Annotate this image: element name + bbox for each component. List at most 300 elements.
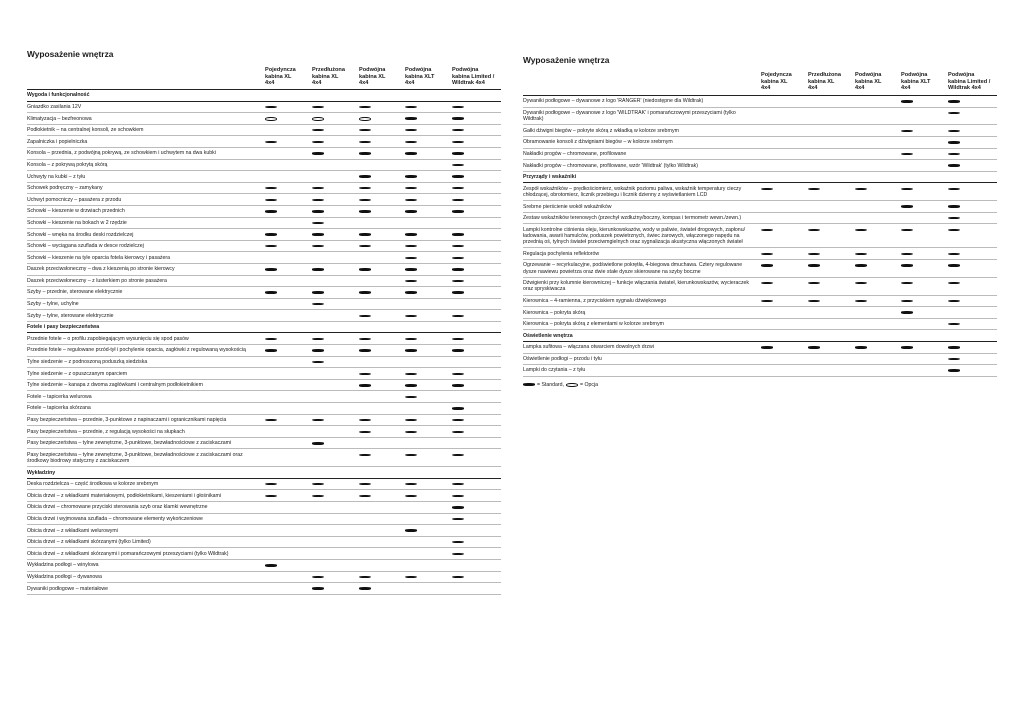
standard-mark-icon	[359, 194, 373, 205]
table-row	[27, 287, 501, 299]
table-row	[27, 479, 501, 491]
row-label: Wykładzina podłogi – winylowa	[27, 562, 99, 569]
standard-mark-icon	[948, 213, 962, 224]
column-headers	[523, 72, 997, 91]
standard-mark-icon	[312, 438, 326, 449]
standard-mark-icon	[452, 380, 466, 391]
standard-mark-icon	[359, 241, 373, 252]
standard-mark-icon	[452, 102, 466, 113]
table-row	[523, 278, 997, 296]
row-label: Przednie fotele – o profilu zapobiegającym wysunięciu się spod pasów	[27, 335, 189, 342]
table-row	[523, 365, 997, 377]
standard-mark-icon	[808, 296, 822, 307]
standard-mark-icon	[312, 333, 326, 344]
table-row	[27, 368, 501, 380]
standard-mark-icon	[359, 183, 373, 194]
standard-mark-icon	[523, 383, 535, 385]
table-row	[27, 583, 501, 595]
standard-mark-icon	[312, 229, 326, 240]
standard-mark-icon	[808, 260, 822, 271]
standard-mark-icon	[265, 264, 279, 275]
table-row	[523, 160, 997, 172]
standard-mark-icon	[452, 160, 466, 171]
row-label: Obicia drzwi – z wkładkami skórzanymi (tylko Limited)	[27, 539, 151, 546]
standard-mark-icon	[452, 206, 466, 217]
standard-mark-icon	[265, 102, 279, 113]
row-label: Obicia drzwi – z wkładkami materiałowymi, podłokietnikami, kieszeniami i głośnikami	[27, 492, 222, 499]
standard-mark-icon	[948, 260, 962, 271]
row-label: Schowki – kieszenie na bokach w 2 rzędzie	[27, 219, 127, 226]
table-row	[27, 572, 501, 584]
option-mark-icon	[566, 383, 578, 387]
standard-mark-icon	[405, 572, 419, 583]
row-label: Podłokietnik – na centralnej konsoli, ze schowkiem	[27, 127, 144, 134]
standard-mark-icon	[359, 380, 373, 391]
table-row	[27, 537, 501, 549]
standard-mark-icon	[312, 183, 326, 194]
table-row	[27, 449, 501, 467]
standard-mark-icon	[855, 260, 869, 271]
standard-mark-icon	[312, 345, 326, 356]
section-header	[523, 172, 997, 184]
standard-mark-icon	[312, 479, 326, 490]
standard-mark-icon	[265, 415, 279, 426]
table-row	[27, 264, 501, 276]
row-label: Srebrne pierścienie wokół wskaźników	[523, 203, 612, 210]
table-row	[27, 560, 501, 572]
row-label: Daszek przeciwsłoneczny – z lusterkiem po stronie pasażera	[27, 277, 167, 284]
standard-mark-icon	[452, 113, 466, 124]
standard-mark-icon	[405, 310, 419, 321]
standard-mark-icon	[452, 125, 466, 136]
row-label: Konsola – przednia, z podwójną pokrywą, ze schowkiem i uchwytem na dwa kubki	[27, 150, 216, 157]
table-row	[523, 260, 997, 278]
standard-mark-icon	[405, 380, 419, 391]
column-header: Podwójna kabina XL 4x4	[359, 67, 386, 87]
standard-mark-icon	[808, 278, 822, 289]
standard-mark-icon	[948, 183, 962, 194]
spec-rows	[523, 95, 997, 377]
row-label: Wykładziny	[27, 469, 56, 476]
standard-mark-icon	[452, 345, 466, 356]
standard-mark-icon	[452, 502, 466, 513]
row-label: Uchwyt pomocniczy – pasażera z przodu	[27, 196, 122, 203]
row-label: Uchwyty na kubki – z tyłu	[27, 173, 86, 180]
standard-mark-icon	[312, 490, 326, 501]
row-label: Fotele i pasy bezpieczeństwa	[27, 324, 100, 331]
table-row	[27, 357, 501, 369]
table-row	[27, 276, 501, 288]
row-label: Konsola – z pokrywą pokrytą skórą	[27, 161, 108, 168]
standard-mark-icon	[948, 319, 962, 330]
standard-mark-icon	[761, 248, 775, 259]
table-row	[27, 160, 501, 172]
standard-mark-icon	[761, 224, 775, 235]
standard-mark-icon	[405, 490, 419, 501]
legend-standard: = Standard,	[537, 382, 564, 388]
standard-mark-icon	[312, 125, 326, 136]
standard-mark-icon	[312, 241, 326, 252]
standard-mark-icon	[855, 183, 869, 194]
standard-mark-icon	[761, 260, 775, 271]
standard-mark-icon	[312, 194, 326, 205]
table-row	[523, 96, 997, 108]
table-row	[27, 148, 501, 160]
standard-mark-icon	[359, 102, 373, 113]
standard-mark-icon	[265, 345, 279, 356]
standard-mark-icon	[761, 296, 775, 307]
standard-mark-icon	[855, 296, 869, 307]
table-row	[27, 380, 501, 392]
standard-mark-icon	[452, 183, 466, 194]
standard-mark-icon	[948, 278, 962, 289]
standard-mark-icon	[405, 136, 419, 147]
standard-mark-icon	[901, 183, 915, 194]
row-label: Oświetlenie wnętrza	[523, 332, 573, 339]
row-label: Pasy bezpieczeństwa – tylne zewnętrzne, 3-punktowe, bezwładnościowe z zaciskaczami oraz środkowy biodrowy statyczny z zaciskaczem	[27, 451, 243, 464]
standard-mark-icon	[452, 403, 466, 414]
row-label: Szyby – tylne, sterowane elektrycznie	[27, 312, 114, 319]
standard-mark-icon	[452, 310, 466, 321]
standard-mark-icon	[405, 426, 419, 437]
standard-mark-icon	[405, 415, 419, 426]
row-label: Obicia drzwi – z wkładkami welurowymi	[27, 527, 118, 534]
standard-mark-icon	[452, 148, 466, 159]
row-label: Zespół wskaźników – prędkościomierz, wskaźnik poziomu paliwa, wskaźnik temperatury cieczy chłodzącej, obrotomierz, licznik przebiegu i licznik dzienny z wyświetlaniem LCD	[523, 185, 742, 198]
row-label: Fotele – tapicerka skórzana	[27, 405, 91, 412]
standard-mark-icon	[405, 479, 419, 490]
standard-mark-icon	[808, 342, 822, 353]
table-row	[523, 248, 997, 260]
standard-mark-icon	[808, 183, 822, 194]
standard-mark-icon	[405, 125, 419, 136]
option-mark-icon	[359, 113, 373, 124]
row-label: Dywaniki podłogowe – dywanowe z logo 'RANGER' (niedostępne dla Wildtrak)	[523, 98, 704, 105]
standard-mark-icon	[312, 287, 326, 298]
row-label: Wygoda i funkcjonalność	[27, 92, 90, 99]
standard-mark-icon	[405, 194, 419, 205]
column-header: Przedłużona kabina XL 4x4	[808, 72, 841, 92]
column-header: Podwójna kabina XLT 4x4	[405, 67, 435, 87]
standard-mark-icon	[265, 333, 279, 344]
standard-mark-icon	[265, 479, 279, 490]
standard-mark-icon	[405, 525, 419, 536]
standard-mark-icon	[901, 201, 915, 212]
standard-mark-icon	[452, 537, 466, 548]
standard-mark-icon	[312, 102, 326, 113]
table-row	[523, 319, 997, 331]
table-row	[523, 354, 997, 366]
table-row	[27, 310, 501, 322]
standard-mark-icon	[359, 490, 373, 501]
table-row	[523, 296, 997, 308]
table-row	[27, 403, 501, 415]
standard-mark-icon	[265, 229, 279, 240]
standard-mark-icon	[452, 276, 466, 287]
standard-mark-icon	[948, 149, 962, 160]
standard-mark-icon	[901, 278, 915, 289]
row-label: Tylne siedzenie – kanapa z dwoma zagłówkami i centralnym podłokietnikiem	[27, 382, 203, 389]
legend-option: = Opcja	[579, 382, 598, 388]
standard-mark-icon	[312, 218, 326, 229]
table-row	[27, 525, 501, 537]
standard-mark-icon	[312, 583, 326, 594]
row-label: Fotele – tapicerka welurowa	[27, 393, 92, 400]
table-row	[27, 241, 501, 253]
standard-mark-icon	[761, 278, 775, 289]
standard-mark-icon	[359, 206, 373, 217]
standard-mark-icon	[452, 514, 466, 525]
standard-mark-icon	[452, 136, 466, 147]
standard-mark-icon	[901, 260, 915, 271]
row-label: Przyrządy i wskaźniki	[523, 174, 577, 181]
row-label: Nakładki progów – chromowane, profilowane, wzór 'Wildtrak' (tylko Wildtrak)	[523, 162, 698, 169]
standard-mark-icon	[901, 149, 915, 160]
table-row	[27, 218, 501, 230]
standard-mark-icon	[359, 171, 373, 182]
standard-mark-icon	[359, 345, 373, 356]
standard-mark-icon	[761, 183, 775, 194]
standard-mark-icon	[359, 264, 373, 275]
row-label: Szyby – tylne, uchylne	[27, 301, 79, 308]
row-label: Tylne siedzenie – z podnoszoną poduszką siedziska	[27, 359, 148, 366]
spec-rows	[27, 89, 501, 595]
standard-mark-icon	[312, 299, 326, 310]
standard-mark-icon	[312, 148, 326, 159]
standard-mark-icon	[405, 252, 419, 263]
row-label: Lampki do czytania – z tyłu	[523, 367, 586, 374]
standard-mark-icon	[359, 333, 373, 344]
standard-mark-icon	[452, 287, 466, 298]
standard-mark-icon	[265, 241, 279, 252]
standard-mark-icon	[312, 415, 326, 426]
table-row	[27, 252, 501, 264]
column-header: Podwójna kabina XLT 4x4	[901, 72, 931, 92]
standard-mark-icon	[359, 229, 373, 240]
table-row	[27, 391, 501, 403]
standard-mark-icon	[452, 572, 466, 583]
table-row	[523, 224, 997, 248]
standard-mark-icon	[265, 287, 279, 298]
standard-mark-icon	[452, 229, 466, 240]
table-row	[523, 108, 997, 126]
table-row	[523, 213, 997, 225]
row-label: Pasy bezpieczeństwa – tylne zewnętrzne, 3-punktowe, bezwładnościowe z zaciskaczami	[27, 440, 232, 447]
column-headers	[27, 67, 501, 86]
table-row	[27, 113, 501, 125]
standard-mark-icon	[948, 354, 962, 365]
page-title: Wyposażenie wnętrza	[27, 49, 114, 59]
standard-mark-icon	[901, 342, 915, 353]
row-label: Szyby – przednie, sterowane elektrycznie	[27, 289, 123, 296]
table-row	[27, 125, 501, 137]
row-label: Wykładzina podłogi – dywanowa	[27, 573, 102, 580]
row-label: Oświetlenie podłogi – przodu i tyłu	[523, 355, 602, 362]
table-row	[27, 438, 501, 450]
table-row	[27, 136, 501, 148]
standard-mark-icon	[452, 252, 466, 263]
row-label: Schowki – kieszenie na tyle oparcia fotela kierowcy i pasażera	[27, 254, 171, 261]
table-row	[27, 415, 501, 427]
standard-mark-icon	[405, 241, 419, 252]
table-row	[523, 183, 997, 201]
standard-mark-icon	[948, 125, 962, 136]
standard-mark-icon	[452, 194, 466, 205]
row-label: Schowki – kieszenie w drzwiach przednich	[27, 208, 125, 215]
standard-mark-icon	[452, 426, 466, 437]
standard-mark-icon	[452, 333, 466, 344]
standard-mark-icon	[948, 201, 962, 212]
table-row	[523, 342, 997, 354]
standard-mark-icon	[359, 415, 373, 426]
standard-mark-icon	[452, 368, 466, 379]
table-row	[27, 102, 501, 114]
table-row	[27, 171, 501, 183]
standard-mark-icon	[359, 287, 373, 298]
row-label: Zestaw wskaźników terenowych (przechył wzdłużny/boczny, kompas i termometr wewn./zewn.)	[523, 215, 742, 222]
standard-mark-icon	[359, 426, 373, 437]
standard-mark-icon	[359, 125, 373, 136]
table-row	[27, 548, 501, 560]
standard-mark-icon	[452, 241, 466, 252]
table-row	[27, 490, 501, 502]
standard-mark-icon	[312, 572, 326, 583]
standard-mark-icon	[452, 490, 466, 501]
section-header	[27, 322, 501, 334]
row-label: Nakładki progów – chromowane, profilowane	[523, 150, 627, 157]
row-label: Deska rozdzielcza – część środkowa w kolorze srebrnym	[27, 481, 159, 488]
row-label: Gałki dźwigni biegów – pokryte skórą z wkładką w kolorze srebrnym	[523, 127, 679, 134]
row-label: Kierownica – 4-ramienna, z przyciskiem sygnału dźwiękowego	[523, 297, 667, 304]
table-row	[27, 194, 501, 206]
column-header: Pojedyncza kabina XL 4x4	[265, 67, 296, 87]
standard-mark-icon	[405, 333, 419, 344]
row-label: Kierownica – pokryta skórą z elementami w kolorze srebrnym	[523, 321, 664, 328]
table-row	[27, 299, 501, 311]
standard-mark-icon	[452, 415, 466, 426]
standard-mark-icon	[405, 113, 419, 124]
row-label: Klimatyzacja – bezfreonowa	[27, 115, 92, 122]
row-label: Pasy bezpieczeństwa – przednie, z regulacją wysokości na słupkach	[27, 428, 185, 435]
row-label: Obramowanie konsoli z dźwigniami biegów – w kolorze srebrnym	[523, 139, 673, 146]
row-label: Gniazdko zasilania 12V	[27, 103, 82, 110]
standard-mark-icon	[405, 449, 419, 460]
table-row	[523, 149, 997, 161]
standard-mark-icon	[312, 206, 326, 217]
standard-mark-icon	[312, 136, 326, 147]
page-title: Wyposażenie wnętrza	[523, 55, 610, 65]
standard-mark-icon	[405, 276, 419, 287]
row-label: Schowki – wyciągana szuflada w desce rodzielczej	[27, 243, 144, 250]
standard-mark-icon	[452, 449, 466, 460]
standard-mark-icon	[265, 206, 279, 217]
standard-mark-icon	[405, 229, 419, 240]
row-label: Przednie fotele – regulowane przód-tył i pochylenie oparcia, zagłówki z regulowaną wysokością	[27, 347, 246, 354]
legend	[523, 382, 598, 388]
row-label: Dywaniki podłogowe – materiałowe	[27, 585, 109, 592]
table-row	[523, 307, 997, 319]
column-header: Podwójna kabina Limited / Wildtrak 4x4	[452, 67, 495, 87]
section-header	[523, 330, 997, 342]
standard-mark-icon	[265, 560, 279, 571]
column-header: Pojedyncza kabina XL 4x4	[761, 72, 792, 92]
standard-mark-icon	[405, 368, 419, 379]
standard-mark-icon	[808, 224, 822, 235]
row-label: Schowki – wnęka na środku deski rozdzielczej	[27, 231, 134, 238]
table-row	[27, 426, 501, 438]
standard-mark-icon	[855, 248, 869, 259]
column-header: Przedłużona kabina XL 4x4	[312, 67, 345, 87]
standard-mark-icon	[359, 572, 373, 583]
standard-mark-icon	[405, 287, 419, 298]
option-mark-icon	[265, 113, 279, 124]
section-header	[27, 90, 501, 102]
standard-mark-icon	[359, 449, 373, 460]
standard-mark-icon	[948, 137, 962, 148]
standard-mark-icon	[265, 183, 279, 194]
standard-mark-icon	[265, 194, 279, 205]
standard-mark-icon	[948, 96, 962, 107]
standard-mark-icon	[405, 391, 419, 402]
table-row	[27, 206, 501, 218]
standard-mark-icon	[901, 307, 915, 318]
standard-mark-icon	[761, 342, 775, 353]
standard-mark-icon	[359, 583, 373, 594]
standard-mark-icon	[452, 479, 466, 490]
standard-mark-icon	[452, 171, 466, 182]
standard-mark-icon	[948, 108, 962, 119]
standard-mark-icon	[901, 125, 915, 136]
row-label: Dywaniki podłogowe – dywanowe z logo 'WILDTRAK' i pomarańczowymi przeszyciami (tylko Wildtrak)	[523, 109, 736, 123]
row-label: Obicia drzwi – z wkładkami skórzanymi i pomarańczowymi przeszyciami (tylko Wildtrak)	[27, 550, 229, 557]
standard-mark-icon	[312, 357, 326, 368]
table-row	[27, 514, 501, 526]
standard-mark-icon	[405, 264, 419, 275]
standard-mark-icon	[405, 345, 419, 356]
row-label: Daszek przeciwsłoneczny – dwa z kieszenią po stronie kierowcy	[27, 266, 175, 273]
standard-mark-icon	[265, 136, 279, 147]
table-row	[523, 137, 997, 149]
standard-mark-icon	[312, 264, 326, 275]
column-header: Podwójna kabina Limited / Wildtrak 4x4	[948, 72, 991, 92]
standard-mark-icon	[265, 490, 279, 501]
standard-mark-icon	[808, 248, 822, 259]
row-label: Tylne siedzenie – z opuszczanym oparciem	[27, 370, 128, 377]
standard-mark-icon	[359, 479, 373, 490]
row-label: Obicia drzwi – chromowane przyciski sterowania szyb oraz klamki wewnętrzne	[27, 504, 208, 511]
column-header: Podwójna kabina XL 4x4	[855, 72, 882, 92]
standard-mark-icon	[948, 296, 962, 307]
standard-mark-icon	[948, 248, 962, 259]
standard-mark-icon	[855, 342, 869, 353]
table-row	[523, 125, 997, 137]
row-label: Zapalniczka i popielniczka	[27, 138, 88, 145]
table-row	[27, 502, 501, 514]
row-label: Lampka sufitowa – włączana otwarciem dowolnych drzwi	[523, 344, 654, 351]
standard-mark-icon	[948, 342, 962, 353]
table-row	[27, 229, 501, 241]
option-mark-icon	[312, 113, 326, 124]
standard-mark-icon	[948, 160, 962, 171]
standard-mark-icon	[901, 224, 915, 235]
standard-mark-icon	[901, 248, 915, 259]
row-label: Kierownica – pokryta skórą	[523, 309, 586, 316]
section-header	[27, 467, 501, 479]
standard-mark-icon	[359, 310, 373, 321]
standard-mark-icon	[405, 148, 419, 159]
row-label: Dźwigienki przy kolumnie kierowniczej – funkcje włączania świateł, kierunkowskazów, wycieraczek oraz spryskiwacza	[523, 280, 750, 293]
standard-mark-icon	[901, 296, 915, 307]
